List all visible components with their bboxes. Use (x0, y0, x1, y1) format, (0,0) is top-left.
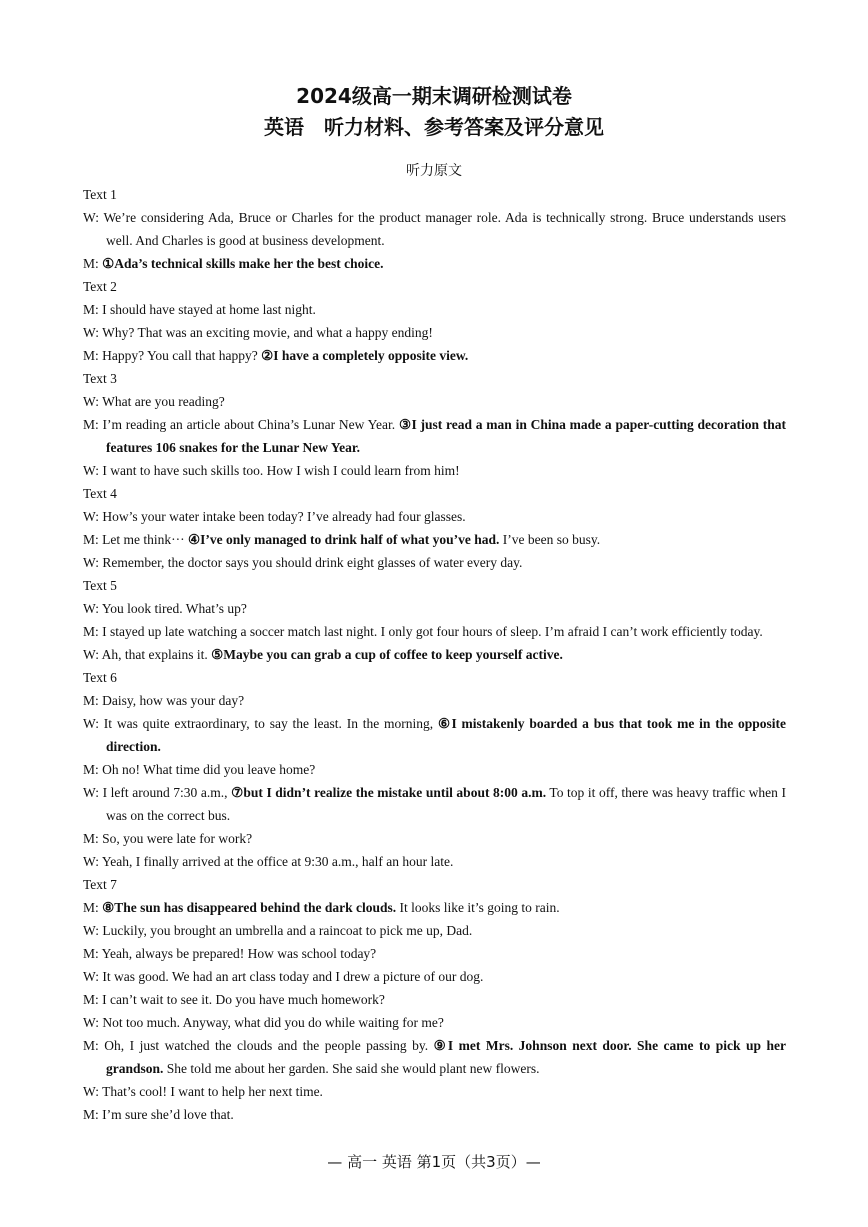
dialogue-line (83, 758, 786, 781)
answer-key-text: ④I’ve only managed to drink half of what you’ve had. (187, 532, 500, 547)
dialogue-text: I’ve been so busy. (499, 532, 601, 547)
dialogue-text: M: (83, 256, 103, 271)
text-section (83, 482, 786, 574)
dialogue-text: W: Why? That was an exciting movie, and what a happy ending! (83, 325, 433, 340)
dialogue-line (83, 505, 786, 528)
dialogue-text: It looks like it’s going to rain. (396, 900, 560, 915)
listening-transcript (83, 183, 786, 1126)
dialogue-line (83, 298, 786, 321)
answer-key-text: ②I have a completely opposite view. (261, 348, 469, 363)
dialogue-line (83, 390, 786, 413)
dialogue-text: M: So, you were late for work? (83, 831, 253, 846)
dialogue-text: W: We’re considering Ada, Bruce or Charles for the product manager role. Ada is technically strong. Bruce understands users well. And Charles is good at business development. (83, 210, 786, 248)
dialogue-line (83, 1103, 786, 1126)
text-section (83, 275, 786, 367)
dialogue-line (83, 620, 786, 643)
dialogue-line (83, 1034, 786, 1080)
dialogue-text: M: I should have stayed at home last night. (83, 302, 316, 317)
dialogue-text: M: Oh, I just watched the clouds and the people passing by. (83, 1038, 434, 1053)
dialogue-text: W: Not too much. Anyway, what did you do while waiting for me? (83, 1015, 444, 1030)
dialogue-text: M: I’m sure she’d love that. (83, 1107, 234, 1122)
dialogue-line (83, 551, 786, 574)
dialogue-text: To top it off, there was heavy traffic when I was on the correct bus. (106, 785, 786, 823)
dialogue-line (83, 528, 786, 551)
document-title: 2024级高一期末调研检测试卷 (296, 84, 572, 108)
dialogue-line (83, 643, 786, 666)
dialogue-text: W: You look tired. What’s up? (83, 601, 247, 616)
text-label: Text 2 (83, 279, 117, 294)
text-label: Text 4 (83, 486, 117, 501)
dialogue-text: W: Remember, the doctor says you should drink eight glasses of water every day. (83, 555, 523, 570)
text-section (83, 183, 786, 275)
dialogue-text: W: I want to have such skills too. How I wish I could learn from him! (83, 463, 460, 478)
text-label: Text 3 (83, 371, 117, 386)
dialogue-line (83, 781, 786, 827)
dialogue-line (83, 597, 786, 620)
dialogue-text: M: Yeah, always be prepared! How was school today? (83, 946, 377, 961)
dialogue-line (83, 942, 786, 965)
dialogue-line (83, 206, 786, 252)
dialogue-line (83, 1080, 786, 1103)
answer-key-text: ③I just read a man in China made a paper-cutting decoration that features 106 snakes for the Lunar New Year. (106, 417, 786, 455)
answer-key-text: ①Ada’s technical skills make her the best choice. (102, 256, 384, 271)
dialogue-line (83, 459, 786, 482)
dialogue-text: M: Let me think··· (83, 532, 188, 547)
dialogue-line (83, 827, 786, 850)
dialogue-line (83, 988, 786, 1011)
dialogue-text: M: I stayed up late watching a soccer match last night. I only got four hours of sleep. I’m afraid I can’t work efficiently today. (83, 624, 763, 639)
answer-key-text: ⑦but I didn’t realize the mistake until about 8:00 a.m. (231, 785, 547, 800)
text-section (83, 873, 786, 1126)
dialogue-text: W: What are you reading? (83, 394, 225, 409)
dialogue-line (83, 896, 786, 919)
dialogue-text: M: I can’t wait to see it. Do you have much homework? (83, 992, 385, 1007)
dialogue-text: W: Ah, that explains it. (83, 647, 212, 662)
page-footer: — 高一 英语 第1页（共3页）— (327, 1153, 541, 1171)
answer-key-text: ⑥I mistakenly boarded a bus that took me in the opposite direction. (106, 716, 786, 754)
dialogue-text: M: I’m reading an article about China’s Lunar New Year. (83, 417, 399, 432)
text-section (83, 367, 786, 482)
dialogue-line (83, 712, 786, 758)
text-section (83, 666, 786, 873)
dialogue-line (83, 344, 786, 367)
answer-key-text: ⑤Maybe you can grab a cup of coffee to keep yourself active. (211, 647, 563, 662)
dialogue-line (83, 321, 786, 344)
dialogue-line (83, 1011, 786, 1034)
text-label: Text 1 (83, 187, 117, 202)
dialogue-text: W: That’s cool! I want to help her next time. (83, 1084, 323, 1099)
dialogue-line (83, 850, 786, 873)
dialogue-text: W: It was good. We had an art class today and I drew a picture of our dog. (83, 969, 484, 984)
dialogue-line (83, 413, 786, 459)
section-title: 听力原文 (406, 163, 462, 179)
dialogue-text: M: Oh no! What time did you leave home? (83, 762, 316, 777)
dialogue-line (83, 965, 786, 988)
document-subtitle: 英语 听力材料、参考答案及评分意见 (264, 115, 604, 139)
dialogue-text: M: Happy? You call that happy? (83, 348, 262, 363)
answer-key-text: ⑧The sun has disappeared behind the dark clouds. (102, 900, 397, 915)
text-label: Text 6 (83, 670, 117, 685)
dialogue-text: W: How’s your water intake been today? I’ve already had four glasses. (83, 509, 466, 524)
dialogue-text: M: (83, 900, 103, 915)
text-label: Text 5 (83, 578, 117, 593)
dialogue-text: She told me about her garden. She said she would plant new flowers. (163, 1061, 540, 1076)
dialogue-text: M: Daisy, how was your day? (83, 693, 245, 708)
text-label: Text 7 (83, 877, 117, 892)
dialogue-line (83, 689, 786, 712)
dialogue-text: W: I left around 7:30 a.m., (83, 785, 232, 800)
answer-key-text: ⑨I met Mrs. Johnson next door. She came to pick up her grandson. (106, 1038, 786, 1076)
dialogue-line (83, 919, 786, 942)
dialogue-text: W: Luckily, you brought an umbrella and a raincoat to pick me up, Dad. (83, 923, 473, 938)
text-section (83, 574, 786, 666)
dialogue-text: W: Yeah, I finally arrived at the office at 9:30 a.m., half an hour late. (83, 854, 454, 869)
dialogue-line (83, 252, 786, 275)
dialogue-text: W: It was quite extraordinary, to say the least. In the morning, (83, 716, 438, 731)
